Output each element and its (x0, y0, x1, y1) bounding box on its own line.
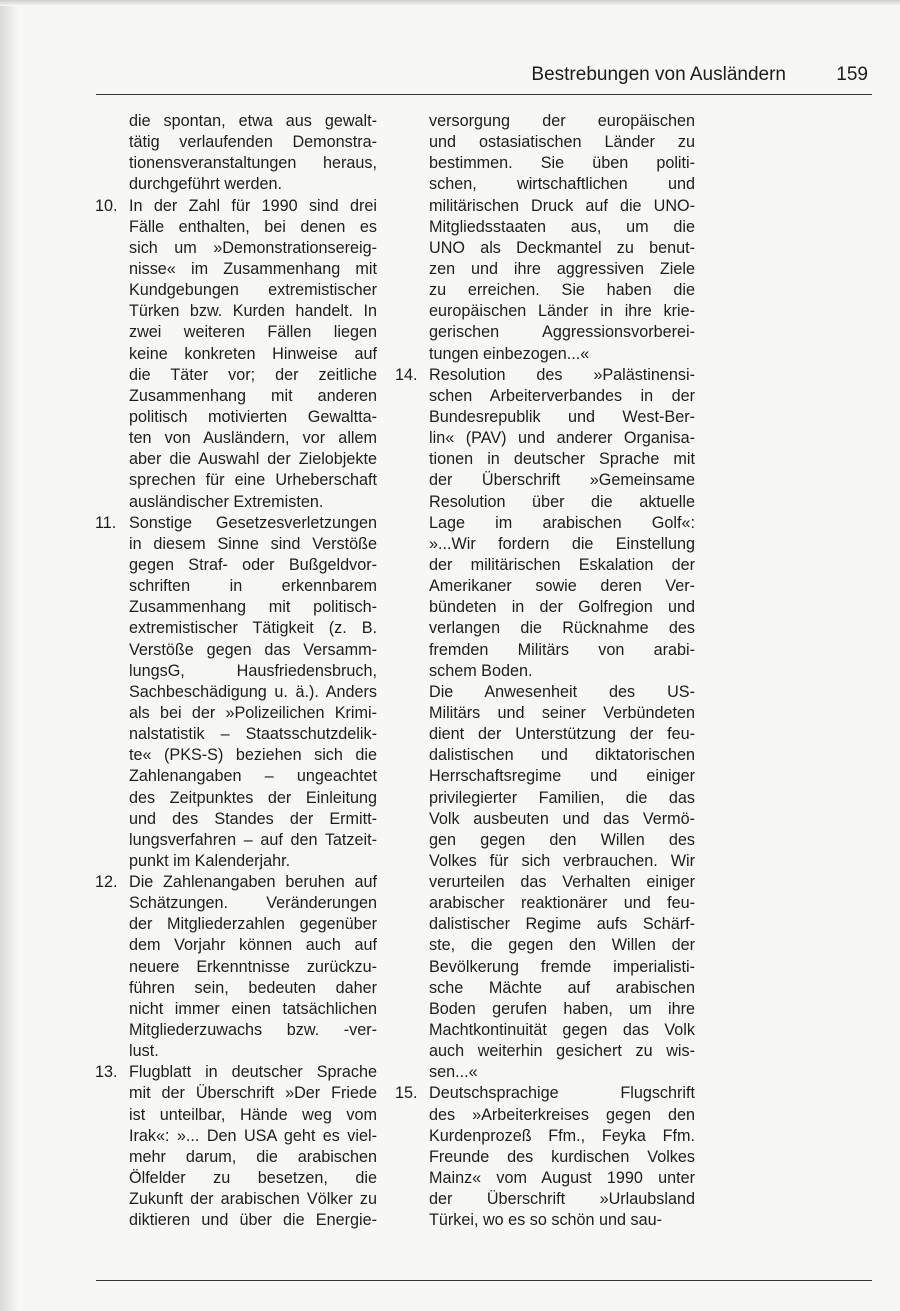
text-line (95, 513, 377, 534)
text-line (395, 745, 695, 766)
text-line (395, 1189, 695, 1210)
text-line (395, 238, 695, 259)
text-line (95, 301, 377, 322)
text-line (95, 576, 377, 597)
text-line (95, 872, 377, 893)
text-line (395, 661, 695, 682)
text-line (395, 1210, 695, 1231)
line-text: schen Arbeiterverbandes in der (429, 386, 695, 405)
text-line (395, 365, 695, 386)
line-text: schem Boden. (429, 661, 533, 680)
text-line (395, 1062, 695, 1083)
line-text: gen gegen den Willen des (429, 830, 695, 849)
line-text: Verstöße gegen das Versamm- (129, 640, 377, 659)
text-line (95, 618, 377, 639)
line-text: Volk ausbeuten und das Vermö- (429, 809, 695, 828)
text-line (95, 322, 377, 343)
line-text: tungen einbezogen...« (429, 344, 590, 363)
text-line (95, 534, 377, 555)
line-text: sprechen für eine Urheberschaft (129, 471, 377, 490)
text-line (395, 978, 695, 999)
line-text: der militärischen Eskalation der (429, 555, 695, 574)
line-text: punkt im Kalenderjahr. (129, 851, 291, 870)
text-line (395, 1126, 695, 1147)
text-line (395, 555, 695, 576)
text-line (395, 766, 695, 787)
text-line (395, 1168, 695, 1189)
line-text: dalistischer Regime aufs Schärf- (429, 915, 695, 934)
text-line (395, 301, 695, 322)
text-line (95, 386, 377, 407)
line-text: Mainz« vom August 1990 unter (429, 1169, 695, 1188)
text-line (395, 217, 695, 238)
text-line (395, 492, 695, 513)
text-line (395, 196, 695, 217)
line-text: diktieren und über die Energie- (129, 1211, 377, 1230)
line-text: der Mitgliederzahlen gegenüber (129, 915, 377, 934)
text-line (395, 280, 695, 301)
text-line (95, 1189, 377, 1210)
text-line (395, 1041, 695, 1062)
line-text: ausländischer Extremisten. (129, 492, 324, 511)
line-text: europäischen Länder in ihre krie- (429, 302, 695, 321)
line-text: »...Wir fordern die Einstellung (429, 534, 695, 553)
line-text: militärischen Druck auf die UNO- (429, 196, 695, 215)
text-line (95, 196, 377, 217)
line-text: als bei der »Polizeilichen Krimi- (129, 703, 377, 722)
text-line (95, 788, 377, 809)
text-line (95, 661, 377, 682)
line-text: Deutschsprachige Flugschrift (429, 1084, 695, 1103)
text-line (395, 470, 695, 491)
text-line (395, 386, 695, 407)
line-text: sen...« (429, 1063, 478, 1082)
item-number: 12. (95, 873, 118, 892)
text-line (95, 766, 377, 787)
line-text: dient der Unterstützung der feu- (429, 725, 695, 744)
text-line (95, 1210, 377, 1231)
line-text: schen, wirtschaftlichen und (429, 175, 695, 194)
text-line (395, 344, 695, 365)
line-text: zwei weiteren Fällen liegen (129, 323, 377, 342)
text-line (395, 851, 695, 872)
text-line (395, 1020, 695, 1041)
text-line (395, 111, 695, 132)
line-text: Türken bzw. Kurden handelt. In (129, 302, 377, 321)
line-text: mehr darum, die arabischen (129, 1147, 377, 1166)
line-text: Freunde des kurdischen Volkes (429, 1147, 695, 1166)
line-text: mit der Überschrift »Der Friede (129, 1084, 377, 1103)
text-line (395, 1105, 695, 1126)
line-text: die Täter vor; der zeitliche (129, 365, 377, 384)
text-line (95, 1126, 377, 1147)
line-text: nalstatistik – Staatsschutzdelik- (129, 725, 377, 744)
text-line (95, 703, 377, 724)
line-text: führen sein, bedeuten daher (129, 978, 377, 997)
header-rule (96, 94, 872, 95)
line-text: tionen in deutscher Sprache mit (429, 450, 695, 469)
text-line (395, 788, 695, 809)
text-line (95, 640, 377, 661)
text-line (95, 682, 377, 703)
line-text: Bevölkerung fremde imperialisti- (429, 957, 695, 976)
page-top-edge (0, 0, 900, 6)
text-line (95, 724, 377, 745)
text-line (395, 597, 695, 618)
text-line (95, 555, 377, 576)
line-text: tionensveranstaltungen heraus, (129, 154, 377, 173)
line-text: Mitgliedsstaaten aus, um die (429, 217, 695, 236)
line-text: nicht immer einen tatsächlichen (129, 999, 377, 1018)
text-line (95, 914, 377, 935)
text-line (95, 1083, 377, 1104)
item-number: 10. (95, 196, 118, 215)
line-text: verlangen die Rücknahme des (429, 619, 695, 638)
text-line (395, 935, 695, 956)
line-text: gerischen Aggressionsvorberei- (429, 323, 695, 342)
text-line (95, 492, 377, 513)
text-line (395, 322, 695, 343)
line-text: politisch motivierten Gewaltta- (129, 407, 377, 426)
text-line (95, 1041, 377, 1062)
line-text: Boden gerufen haben, um ihre (429, 999, 695, 1018)
running-title: Bestrebungen von Ausländern (531, 64, 786, 85)
line-text: Sachbeschädigung u. ä.). Anders (129, 682, 377, 701)
text-line (95, 470, 377, 491)
text-line (95, 1168, 377, 1189)
line-text: ste, die gegen den Willen der (429, 936, 695, 955)
text-line (395, 809, 695, 830)
text-line (95, 935, 377, 956)
text-line (95, 830, 377, 851)
text-line (95, 238, 377, 259)
line-text: bestimmen. Sie üben politi- (429, 154, 695, 173)
text-line (395, 618, 695, 639)
line-text: lungsverfahren – auf den Tatzeit- (129, 830, 377, 849)
line-text: Sonstige Gesetzesverletzungen (129, 513, 377, 532)
line-text: Irak«: »... Den USA geht es viel- (129, 1126, 377, 1145)
line-text: Bundesrepublik und West-Ber- (429, 407, 695, 426)
line-text: Ölfelder zu besetzen, die (129, 1169, 377, 1188)
footer-rule (96, 1280, 872, 1281)
line-text: zen und ihre aggressiven Ziele (429, 259, 695, 278)
text-line (395, 957, 695, 978)
line-text: privilegierter Familien, die das (429, 788, 695, 807)
line-text: tätig verlaufenden Demonstra- (129, 133, 377, 152)
line-text: Mitgliederzuwachs bzw. -ver- (129, 1021, 377, 1040)
text-line (95, 1147, 377, 1168)
text-line (395, 534, 695, 555)
line-text: des »Arbeiterkreises gegen den (429, 1105, 695, 1124)
line-text: Zukunft der arabischen Völker zu (129, 1190, 377, 1209)
text-line (395, 640, 695, 661)
line-text: In der Zahl für 1990 sind drei (129, 196, 377, 215)
text-line (95, 259, 377, 280)
line-text: sich um »Demonstrationsereig- (129, 238, 377, 257)
line-text: gegen Straf- oder Bußgeldvor- (129, 555, 377, 574)
text-line (395, 914, 695, 935)
line-text: die spontan, etwa aus gewalt- (129, 112, 377, 130)
line-text: keine konkreten Hinweise auf (129, 344, 377, 363)
text-line (95, 111, 377, 132)
line-text: Die Zahlenangaben beruhen auf (129, 873, 377, 892)
line-text: dalistischen und diktatorischen (429, 746, 695, 765)
line-text: auch weiterhin gesichert zu wis- (429, 1042, 695, 1061)
text-line (95, 365, 377, 386)
text-line (95, 344, 377, 365)
text-line (95, 957, 377, 978)
text-line (395, 132, 695, 153)
line-text: Herrschaftsregime und einiger (429, 767, 695, 786)
line-text: in diesem Sinne sind Verstöße (129, 534, 377, 553)
line-text: ist unteilbar, Hände weg vom (129, 1105, 377, 1124)
text-line (395, 724, 695, 745)
line-text: neuere Erkenntnisse zurückzu- (129, 957, 377, 976)
line-text: und des Standes der Ermitt- (129, 809, 377, 828)
text-line (395, 513, 695, 534)
text-line (95, 1062, 377, 1083)
line-text: der Überschrift »Urlaubsland (429, 1190, 695, 1209)
line-text: lust. (129, 1042, 159, 1061)
text-line (95, 978, 377, 999)
text-line (395, 174, 695, 195)
item-number: 11. (95, 513, 117, 532)
text-line (95, 407, 377, 428)
text-line (95, 745, 377, 766)
line-text: bündeten in der Golfregion und (429, 598, 695, 617)
line-text: zu erreichen. Sie haben die (429, 281, 695, 300)
line-text: Zusammenhang mit anderen (129, 386, 377, 405)
line-text: Resolution des »Palästinensi- (429, 365, 695, 384)
line-text: Lage im arabischen Golf«: (429, 513, 695, 532)
line-text: te« (PKS-S) beziehen sich die (129, 746, 377, 765)
line-text: Kundgebungen extremistischer (129, 281, 377, 300)
line-text: UNO als Deckmantel zu benut- (429, 238, 695, 257)
text-line (395, 576, 695, 597)
line-text: aber die Auswahl der Zielobjekte (129, 450, 377, 469)
text-line (95, 809, 377, 830)
text-line (95, 597, 377, 618)
text-line (95, 1020, 377, 1041)
text-line (395, 830, 695, 851)
line-text: sche Mächte auf arabischen (429, 978, 695, 997)
text-line (95, 449, 377, 470)
text-line (95, 217, 377, 238)
line-text: Türkei, wo es so schön und sau- (429, 1211, 663, 1230)
text-line (395, 999, 695, 1020)
line-text: extremistischer Tätigkeit (z. B. (129, 619, 377, 638)
item-number: 15. (395, 1084, 418, 1103)
line-text: Zusammenhang mit politisch- (129, 598, 377, 617)
text-line (395, 449, 695, 470)
line-text: Volkes für sich verbrauchen. Wir (429, 851, 695, 870)
text-line (395, 407, 695, 428)
line-text: Schätzungen. Veränderungen (129, 894, 377, 913)
line-text: nisse« im Zusammenhang mit (129, 259, 377, 278)
line-text: und ostasiatischen Länder zu (429, 133, 695, 152)
line-text: lungsG, Hausfriedensbruch, (129, 661, 377, 680)
text-line (95, 132, 377, 153)
text-line (395, 893, 695, 914)
line-text: Machtkontinuität gegen das Volk (429, 1021, 695, 1040)
text-line (95, 153, 377, 174)
line-text: arabischer reaktionärer und feu- (429, 894, 695, 913)
item-number: 14. (395, 365, 418, 384)
page-number: 159 (836, 64, 868, 85)
line-text: Resolution über die aktuelle (429, 492, 695, 511)
line-text: dem Vorjahr können auch auf (129, 936, 377, 955)
line-text: schriften in erkennbarem (129, 577, 377, 596)
line-text: fremden Militärs von arabi- (429, 640, 695, 659)
text-line (395, 153, 695, 174)
line-text: verurteilen das Verhalten einiger (429, 873, 695, 892)
text-line (95, 999, 377, 1020)
text-line (95, 174, 377, 195)
line-text: versorgung der europäischen (429, 112, 695, 130)
page-shadow-edge (0, 0, 18, 1311)
text-line (395, 703, 695, 724)
line-text: durchgeführt werden. (129, 175, 282, 194)
text-line (395, 872, 695, 893)
text-line (395, 428, 695, 449)
text-line (95, 428, 377, 449)
page-header (96, 60, 872, 90)
text-line (395, 259, 695, 280)
text-line (395, 1147, 695, 1168)
line-text: Flugblatt in deutscher Sprache (129, 1063, 377, 1082)
line-text: ten von Ausländern, vor allem (129, 429, 377, 448)
text-line (95, 893, 377, 914)
text-line (95, 280, 377, 301)
line-text: Zahlenangaben – ungeachtet (129, 767, 377, 786)
text-line (95, 851, 377, 872)
line-text: Amerikaner sowie deren Ver- (429, 577, 695, 596)
line-text: lin« (PAV) und anderer Organisa- (429, 429, 695, 448)
text-line (95, 1105, 377, 1126)
line-text: der Überschrift »Gemeinsame (429, 471, 695, 490)
left-column (95, 111, 377, 1231)
right-column (395, 111, 695, 1231)
line-text: Militärs und seiner Verbündeten (429, 703, 695, 722)
text-line (395, 682, 695, 703)
line-text: des Zeitpunktes der Einleitung (129, 788, 377, 807)
text-line (395, 1083, 695, 1104)
line-text: Die Anwesenheit des US- (429, 682, 695, 701)
line-text: Kurdenprozeß Ffm., Feyka Ffm. (429, 1126, 695, 1145)
item-number: 13. (95, 1063, 118, 1082)
line-text: Fälle enthalten, bei denen es (129, 217, 377, 236)
